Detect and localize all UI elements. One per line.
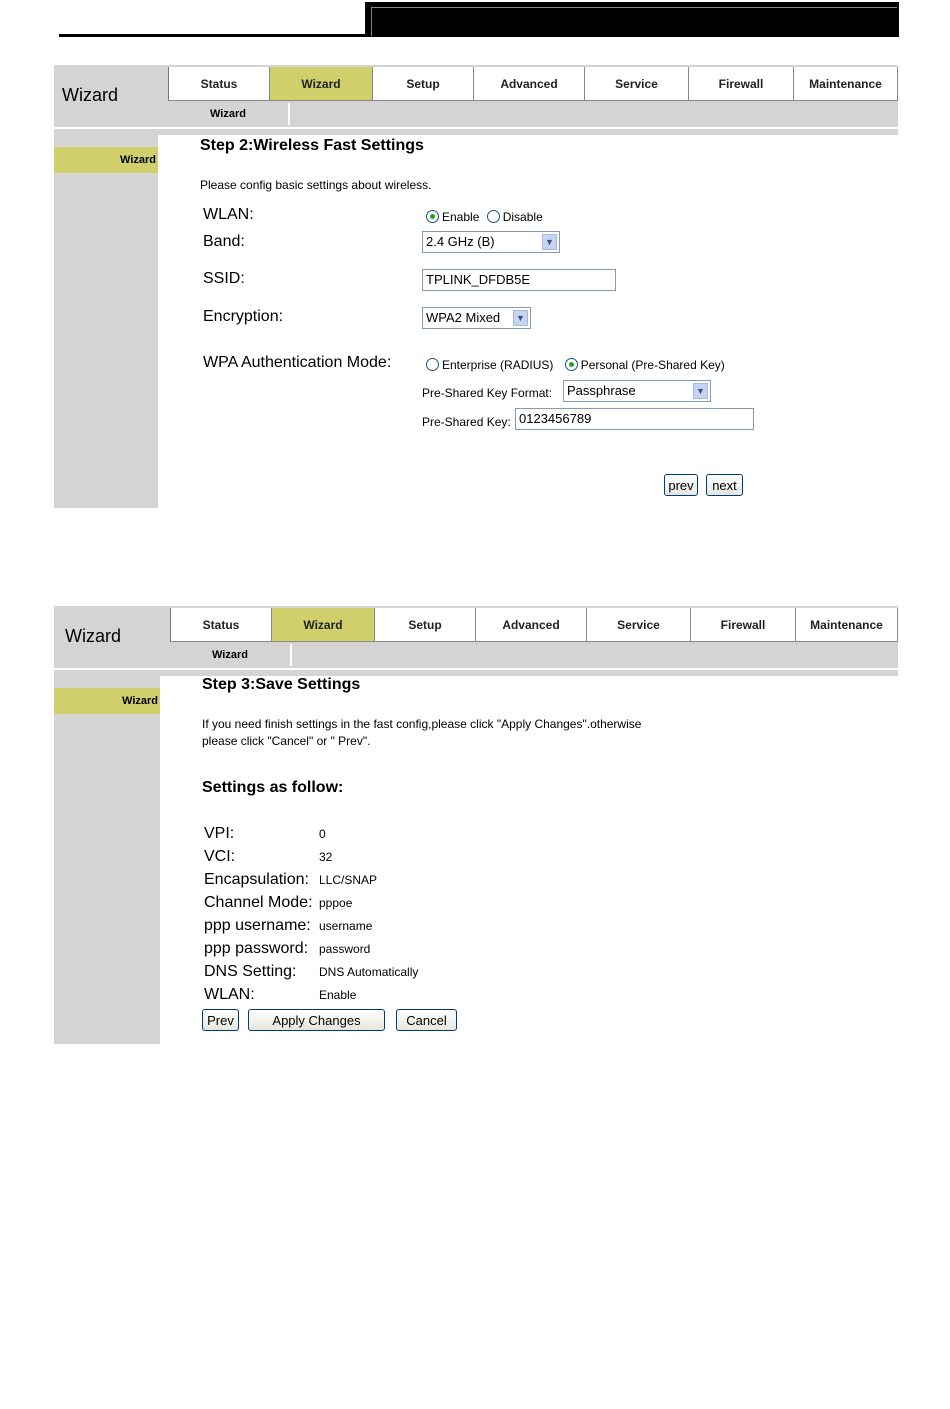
psk-format-label: Pre-Shared Key Format: (422, 386, 553, 400)
divider (54, 668, 898, 670)
wlan-radio-group (426, 210, 543, 224)
subtab-wizard[interactable]: Wizard (168, 103, 290, 125)
wlan-enable-label: Enable (442, 210, 480, 224)
tab-firewall[interactable]: Firewall (689, 67, 794, 101)
page-heading: Step 3:Save Settings (202, 676, 361, 693)
tab-wizard[interactable]: Wizard (270, 67, 373, 101)
summary-label-channel-mode: Channel Mode: (204, 894, 313, 911)
wpa-auth-label: WPA Authentication Mode: (203, 354, 392, 371)
subtab-wizard[interactable]: Wizard (170, 644, 292, 666)
next-button[interactable]: next (706, 474, 743, 496)
summary-value-channel-mode: pppoe (319, 896, 353, 910)
encryption-select[interactable] (422, 307, 531, 329)
summary-value-dns-setting: DNS Automatically (319, 965, 419, 979)
router-panel-step3 (54, 606, 898, 1044)
wlan-label: WLAN: (203, 206, 254, 223)
cancel-button[interactable]: Cancel (396, 1009, 457, 1031)
summary-label-ppp-password: ppp password: (204, 940, 309, 957)
wpa-personal-label: Personal (Pre-Shared Key) (580, 358, 725, 372)
leftnav-item-wizard[interactable]: Wizard (54, 688, 160, 714)
intro-text: Please config basic settings about wireless. (200, 178, 432, 192)
page-heading: Step 2:Wireless Fast Settings (200, 137, 424, 154)
summary-label-dns-setting: DNS Setting: (204, 963, 297, 980)
content-area (160, 676, 898, 1044)
wpa-auth-radio-group (426, 358, 725, 372)
apply-changes-button[interactable]: Apply Changes (248, 1009, 385, 1031)
encryption-value: WPA2 Mixed (426, 310, 501, 325)
left-nav (54, 135, 158, 508)
tab-advanced[interactable]: Advanced (474, 67, 585, 101)
tab-maintenance[interactable]: Maintenance (796, 608, 898, 642)
band-label: Band: (203, 233, 245, 250)
header-banner-inner (371, 7, 897, 36)
wpa-enterprise-label: Enterprise (RADIUS) (442, 358, 554, 372)
wlan-disable-radio[interactable] (487, 210, 500, 223)
tab-status[interactable]: Status (171, 608, 272, 642)
tab-status[interactable]: Status (169, 67, 270, 101)
summary-value-ppp-username: username (319, 919, 373, 933)
band-select[interactable] (422, 231, 560, 253)
section-title: Wizard (62, 85, 119, 105)
summary-value-wlan: Enable (319, 988, 357, 1002)
summary-label-vci: VCI: (204, 848, 236, 865)
summary-value-encapsulation: LLC/SNAP (319, 873, 378, 887)
intro-text-line2: please click "Cancel" or " Prev". (202, 734, 371, 748)
tab-maintenance[interactable]: Maintenance (794, 67, 898, 101)
summary-label-vpi: VPI: (204, 825, 235, 842)
wlan-disable-label: Disable (502, 210, 543, 224)
wpa-personal-radio[interactable] (565, 358, 578, 371)
summary-label-encapsulation: Encapsulation: (204, 871, 309, 888)
summary-value-vci: 32 (319, 850, 333, 864)
tab-setup[interactable]: Setup (375, 608, 476, 642)
header-rule (59, 34, 365, 37)
summary-value-ppp-password: password (319, 942, 371, 956)
ssid-label: SSID: (203, 270, 245, 287)
leftnav-item-wizard[interactable]: Wizard (54, 147, 158, 173)
psk-format-select[interactable] (563, 380, 711, 402)
tab-service[interactable]: Service (585, 67, 689, 101)
chevron-down-icon: ▼ (693, 383, 708, 399)
band-value: 2.4 GHz (B) (426, 234, 495, 249)
prev-button[interactable]: Prev (202, 1009, 239, 1031)
tab-setup[interactable]: Setup (373, 67, 474, 101)
section-title: Wizard (65, 626, 122, 646)
summary-label-wlan: WLAN: (204, 986, 255, 1003)
content-area (158, 135, 898, 508)
intro-text-line1: If you need finish settings in the fast config,please click "Apply Changes".otherwise (202, 717, 642, 731)
encryption-label: Encryption: (203, 308, 284, 325)
tab-firewall[interactable]: Firewall (691, 608, 796, 642)
wpa-enterprise-radio[interactable] (426, 358, 439, 371)
left-nav (54, 676, 160, 1044)
router-panel-step2 (54, 65, 898, 508)
psk-label: Pre-Shared Key: (422, 415, 511, 429)
psk-input[interactable]: 0123456789 (515, 408, 754, 430)
chevron-down-icon: ▼ (542, 234, 557, 250)
ssid-input[interactable]: TPLINK_DFDB5E (422, 269, 616, 291)
psk-format-value: Passphrase (567, 383, 636, 398)
chevron-down-icon: ▼ (513, 310, 528, 326)
settings-subheading: Settings as follow: (202, 779, 344, 796)
main-tabs (170, 608, 898, 642)
wlan-enable-radio[interactable] (426, 210, 439, 223)
main-tabs (168, 67, 898, 101)
summary-value-vpi: 0 (319, 827, 326, 841)
tab-service[interactable]: Service (587, 608, 691, 642)
divider (54, 127, 898, 129)
prev-button[interactable]: prev (664, 474, 698, 496)
summary-label-ppp-username: ppp username: (204, 917, 311, 934)
tab-advanced[interactable]: Advanced (476, 608, 587, 642)
tab-wizard[interactable]: Wizard (272, 608, 375, 642)
